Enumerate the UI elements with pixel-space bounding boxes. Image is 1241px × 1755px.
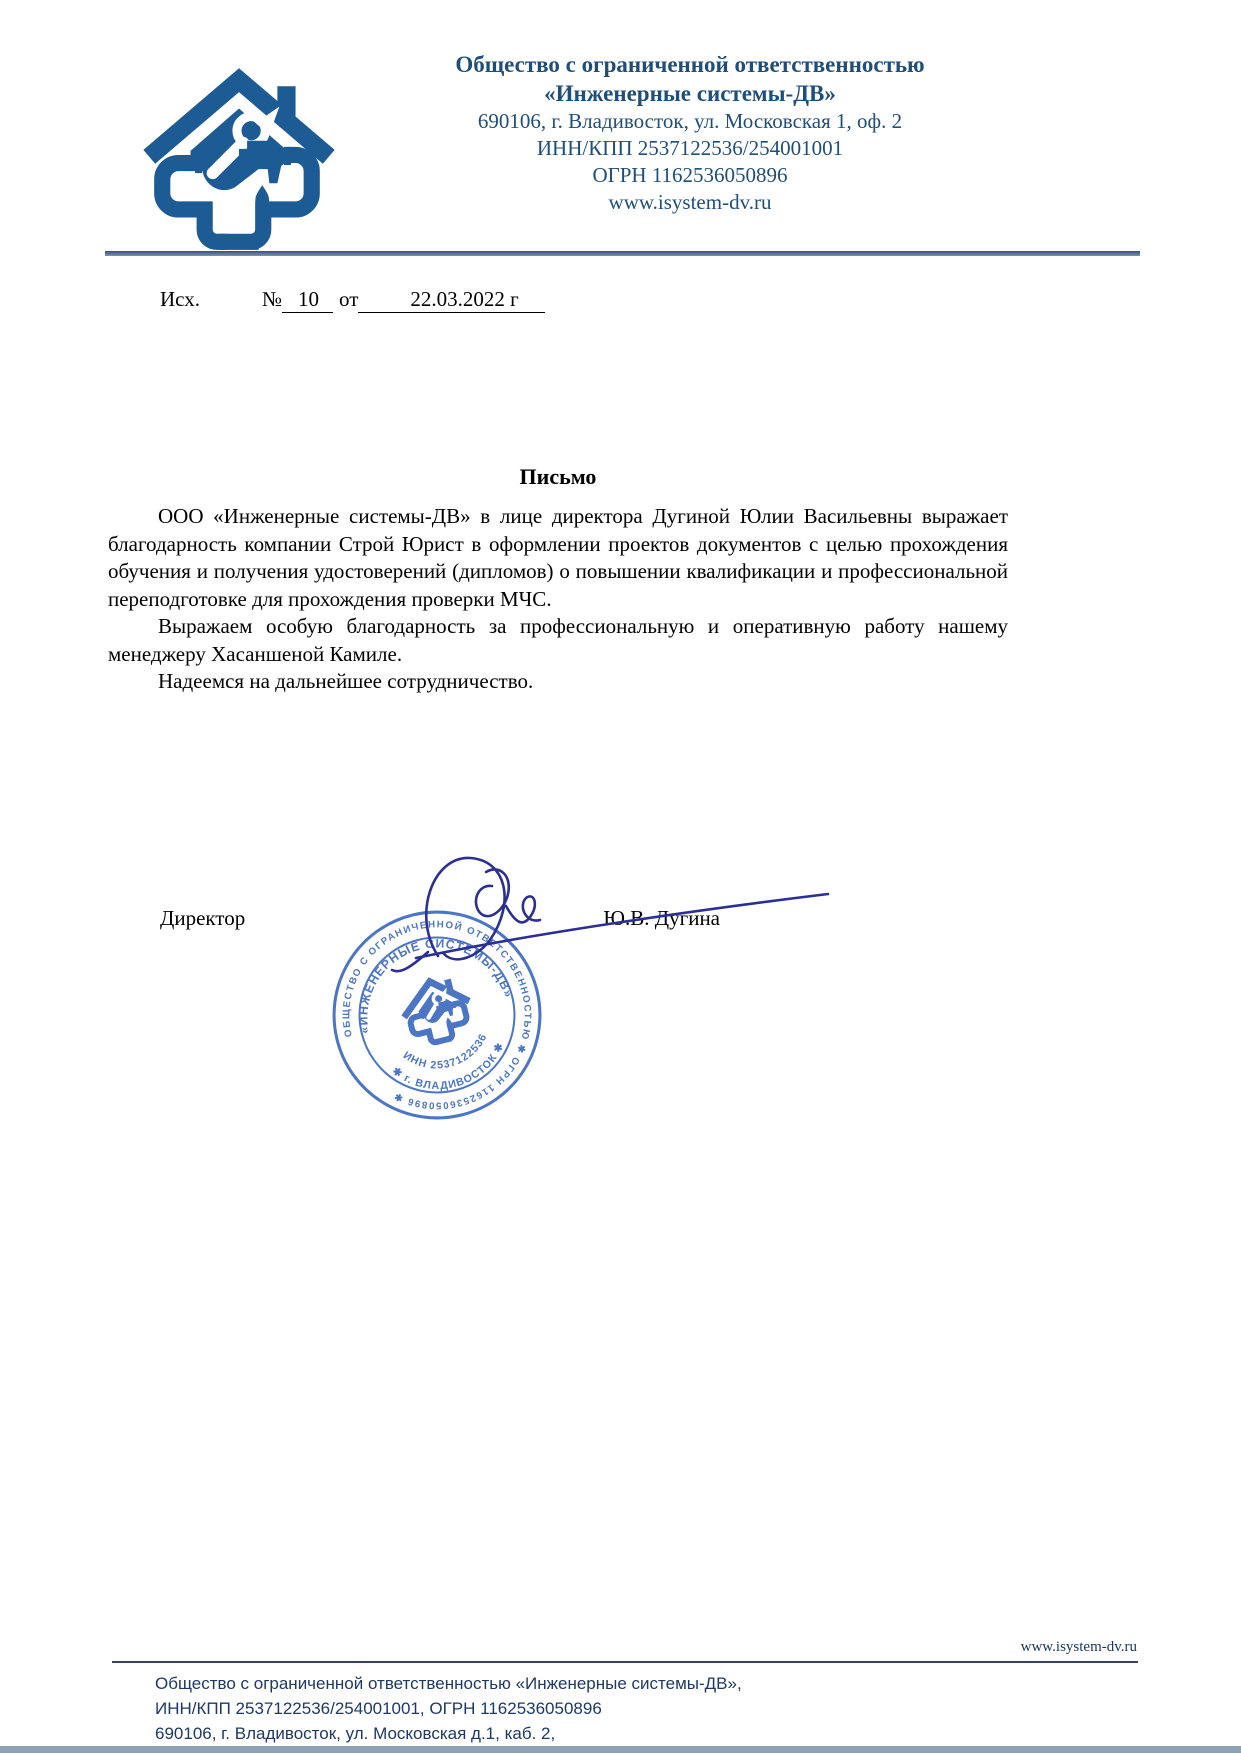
footer-address-line: 690106, г. Владивосток, ул. Московская д.1, каб. 2, bbox=[155, 1724, 556, 1743]
signer-name: Ю.В. Дугина bbox=[603, 906, 720, 930]
stamp-city-text: ✱ г. ВЛАДИВОСТОК ✱ bbox=[389, 1040, 507, 1093]
footer-company-line: Общество с ограниченной ответственностью «Инженерные системы-ДВ», bbox=[155, 1674, 742, 1693]
company-type: Общество с ограниченной ответственностью bbox=[455, 52, 925, 77]
company-website: www.isystem-dv.ru bbox=[608, 190, 772, 214]
ref-date: 22.03.2022 г bbox=[358, 287, 544, 313]
stamp-outer-ring-text: ОБЩЕСТВО С ОГРАНИЧЕННОЙ ОТВЕТСТВЕННОСТЬЮ ✱ ОГРН 1162536050896 ✱ bbox=[341, 919, 533, 1111]
bottom-accent-bar bbox=[0, 1746, 1241, 1753]
ref-number-sign: № bbox=[261, 287, 283, 311]
signature-scribble bbox=[320, 828, 840, 1003]
letterhead bbox=[340, 50, 1040, 216]
letter-paragraph: ООО «Инженерные системы-ДВ» в лице директора Дугиной Юлии Васильевны выражает благодарность компании Строй Юрист в оформлении проектов документов с целью прохождения обучения и получения удостоверений (дипломов) о повышении квалификации и профессиональной переподготовке для прохождения проверки МЧС. bbox=[108, 504, 1008, 611]
outgoing-ref-line bbox=[160, 287, 545, 312]
letter-title: Письмо bbox=[519, 464, 597, 489]
ref-label: Исх. bbox=[160, 287, 200, 311]
company-ogrn: ОГРН 1162536050896 bbox=[592, 163, 788, 187]
letter-paragraph: Надеемся на дальнейшее сотрудничество. bbox=[158, 669, 534, 693]
company-address: 690106, г. Владивосток, ул. Московская 1, оф. 2 bbox=[477, 109, 903, 133]
ref-from-label: от bbox=[339, 287, 359, 311]
house-plumbing-logo-icon bbox=[138, 52, 340, 270]
ref-number: 10 bbox=[282, 287, 333, 313]
header-divider bbox=[105, 251, 1140, 256]
footer-company-info bbox=[155, 1671, 955, 1746]
letter-body bbox=[108, 503, 1008, 696]
stamp-inn-text: ИНН 2537122536 bbox=[400, 1031, 490, 1072]
footer-website: www.isystem-dv.ru bbox=[1020, 1639, 1137, 1655]
company-inn-kpp: ИНН/КПП 2537122536/254001001 bbox=[536, 136, 844, 160]
footer-inn-line: ИНН/КПП 2537122536/254001001, ОГРН 1162536050896 bbox=[155, 1699, 602, 1718]
company-name: «Инженерные системы-ДВ» bbox=[544, 81, 836, 106]
footer-divider bbox=[112, 1661, 1138, 1663]
director-label: Директор bbox=[160, 906, 246, 930]
stamp-company-name-text: «ИНЖЕНЕРНЫЕ СИСТЕМЫ-ДВ» bbox=[356, 936, 516, 1035]
letter-paragraph: Выражаем особую благодарность за профессиональную и оперативную работу нашему менеджеру Хасаншеной Камиле. bbox=[108, 614, 1008, 666]
